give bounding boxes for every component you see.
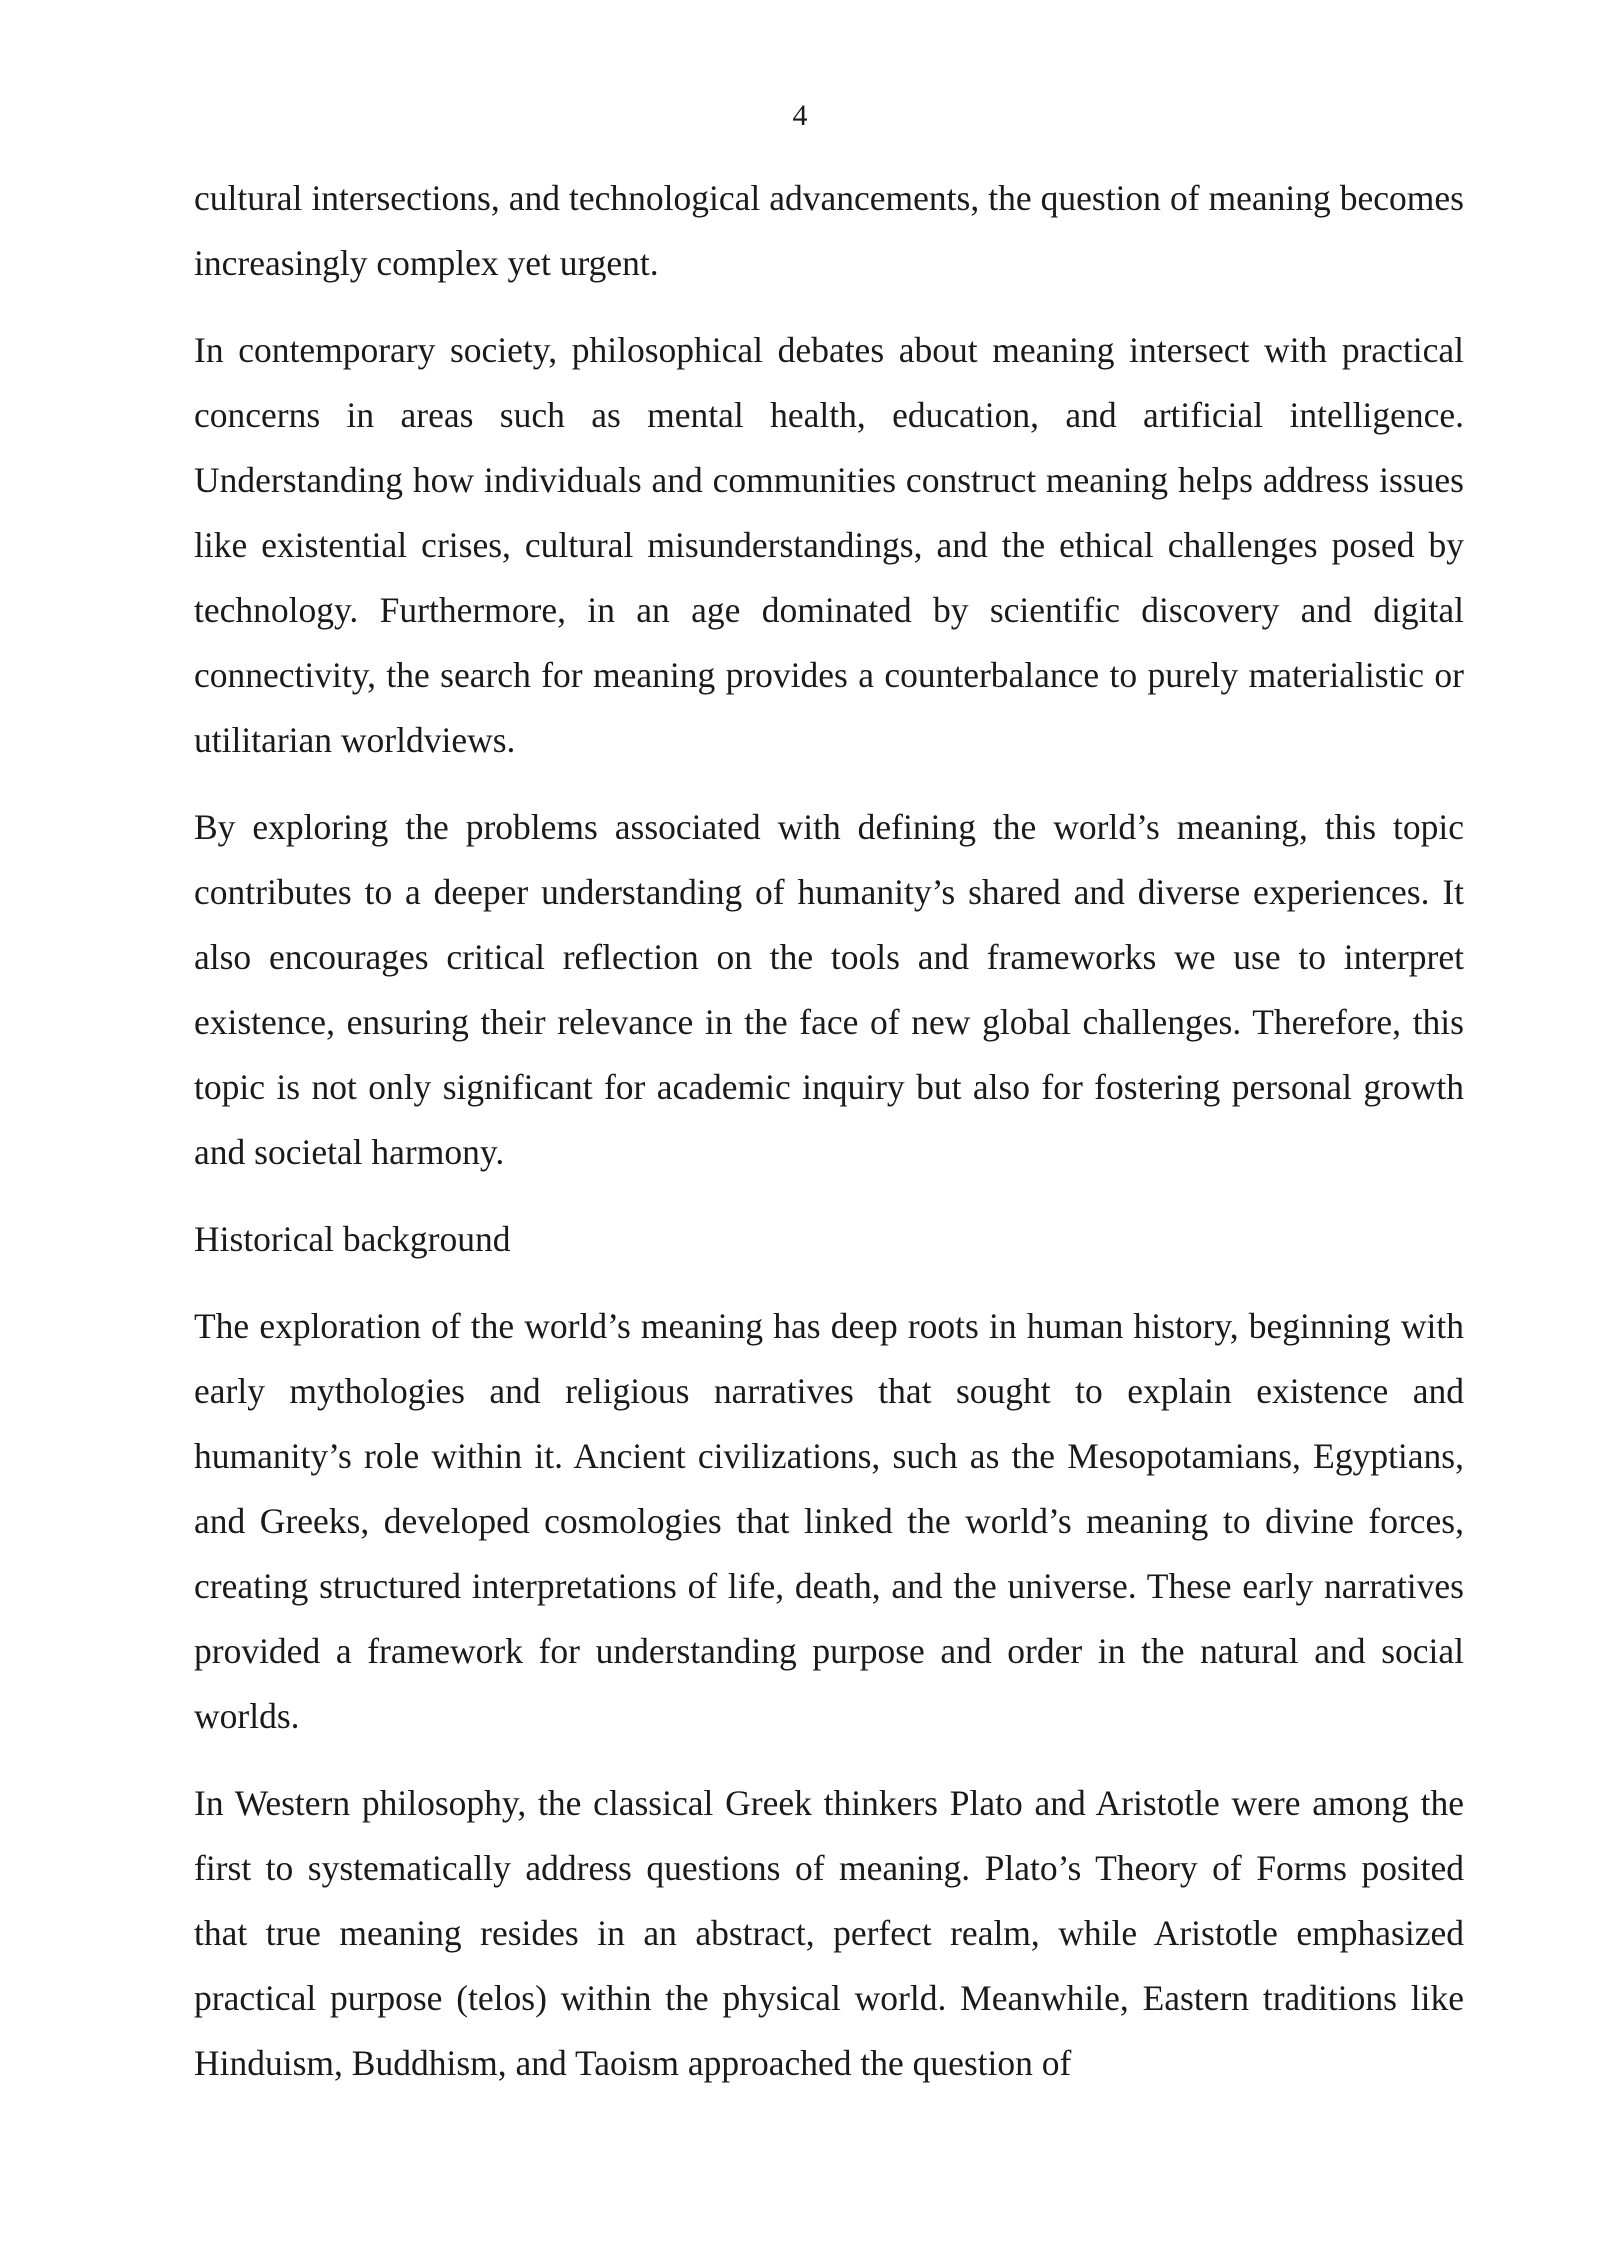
paragraph-exploring-problems: By exploring the problems associated with defining the world’s meaning, this topic contributes to a deeper understanding of humanity’s shared and diverse experiences. It also encourages critical reflection on the tools and frameworks we use to interpret existence, ensuring their relevance in the face of new global challenges. Therefore, this topic is not only significant for academic inquiry but also for fostering personal growth and societal harmony. bbox=[194, 807, 1464, 1172]
paragraph-contemporary-society: In contemporary society, philosophical debates about meaning intersect with practical concerns in areas such as mental health, education, and artificial intelligence. Understanding how individuals and communities construct meaning helps address issues like existential crises, cultural misunderstandings, and the ethical challenges posed by technology. Furthermore, in an age dominated by scientific discovery and digital connectivity, the search for meaning provides a counterbalance to purely materialistic or utilitarian worldviews. bbox=[194, 330, 1464, 760]
paragraph-western-philosophy: In Western philosophy, the classical Greek thinkers Plato and Aristotle were among the first to systematically address questions of meaning. Plato’s Theory of Forms posited that true meaning resides in an abstract, perfect realm, while Aristotle emphasized practical purpose (telos) within the physical world. Meanwhile, Eastern traditions like Hinduism, Buddhism, and Taoism approached the question of bbox=[194, 1783, 1464, 2083]
document-body bbox=[194, 166, 1464, 2096]
section-heading: Historical background bbox=[194, 1219, 511, 1259]
page-number: 4 bbox=[792, 99, 808, 132]
paragraph-exploration-roots: The exploration of the world’s meaning has deep roots in human history, beginning with early mythologies and religious narratives that sought to explain existence and humanity’s role within it. Ancient civilizations, such as the Mesopotamians, Egyptians, and Greeks, developed cosmologies that linked the world’s meaning to divine forces, creating structured interpretations of life, death, and the universe. These early narratives provided a framework for understanding purpose and order in the natural and social worlds. bbox=[194, 1306, 1464, 1736]
paragraph-continuation: cultural intersections, and technological advancements, the question of meaning becomes increasingly complex yet urgent. bbox=[194, 178, 1464, 283]
